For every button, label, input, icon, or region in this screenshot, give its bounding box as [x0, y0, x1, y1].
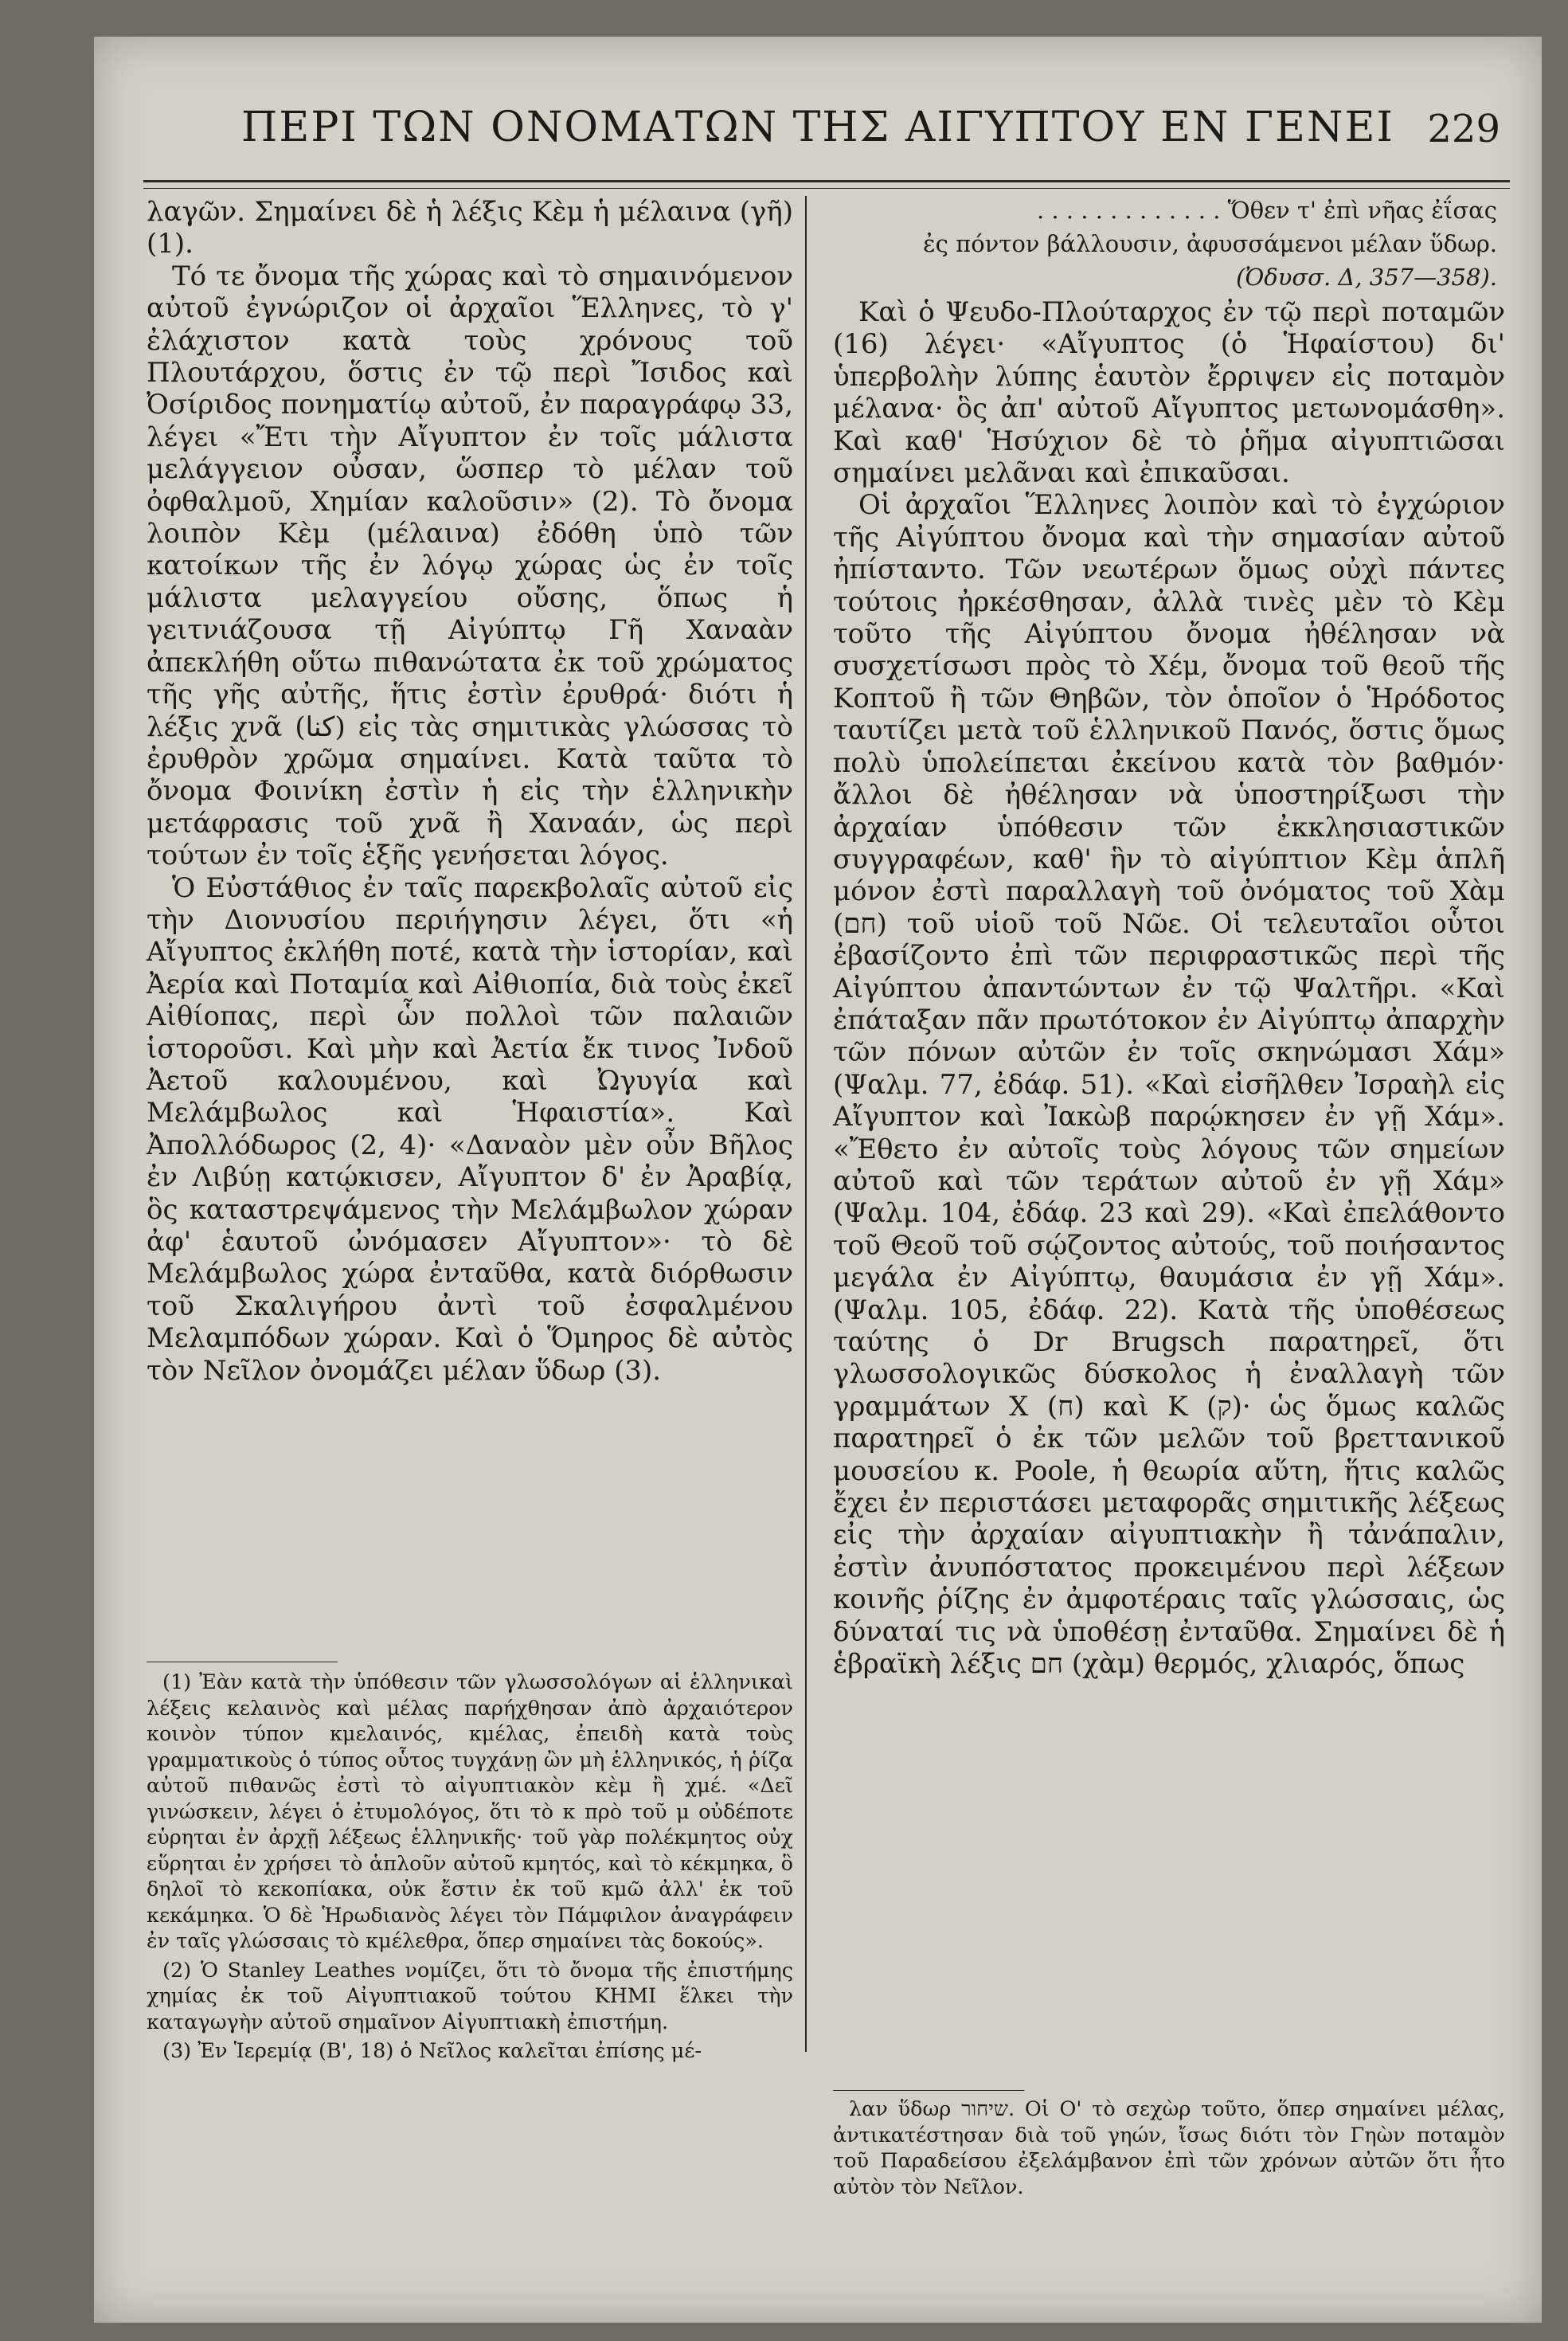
left-column [147, 196, 793, 1387]
right-footnotes [833, 2096, 1505, 2203]
body-paragraph: Ὁ Εὐστάθιος ἐν ταῖς παρεκβολαῖς αὐτοῦ εἰς τὴν Διονυσίου περιήγησιν λέγει, ὅτι «ἡ Αἴγυπτος ἐκλήθη ποτέ, κατὰ τὴν ἱστορίαν, καὶ Ἀερία καὶ Ποταμία καὶ Αἰθιοπία, διὰ τοὺς ἐκεῖ Αἰθίοπας, περὶ ὧν πολλοὶ τῶν παλαιῶν ἱστοροῦσι. Καὶ μὴν καὶ Ἀετία ἔκ τινος Ἰνδοῦ Ἀετοῦ καλουμένου, καὶ Ὠγυγία καὶ Μελάμβωλος καὶ Ἡφαιστία». Καὶ Ἀπολλόδωρος (2, 4)· «Δαναὸν μὲν οὖν Βῆλος ἐν Λιβύῃ κατῴκισεν, Αἴγυπτον δ' ἐν Ἀραβίᾳ, ὃς καταστρεψάμενος τὴν Μελάμβωλον χώραν ἀφ' ἑαυτοῦ ὠνόμασεν Αἴγυπτον»· τὸ δὲ Μελάμβωλος χώρα ἐνταῦθα, κατὰ διόρθωσιν τοῦ Σκαλιγήρου ἀντὶ τοῦ ἐσφαλμένου Μελαμπόδων χώραν. Καὶ ὁ Ὅμηρος δὲ αὐτὸς τὸν Νεῖλον ὀνομάζει μέλαν ὕδωρ (3). [147, 871, 793, 1387]
verse-reference: (Ὀδυσσ. Δ, 357—358). [1236, 264, 1497, 291]
header-rule-thin [143, 188, 1510, 189]
right-column [833, 196, 1505, 1680]
header-rule [143, 180, 1510, 182]
page-title: ΠΕΡΙ ΤΩΝ ΟΝΟΜΑΤΩΝ ΤΗΣ ΑΙΓΥΠΤΟΥ ΕΝ ΓΕΝΕΙ [241, 104, 1394, 151]
footnote: (1) Ἐὰν κατὰ τὴν ὑπόθεσιν τῶν γλωσσολόγων αἱ ἑλληνικαὶ λέξεις κελαινὸς καὶ μέλας παρήχθησαν ἀπὸ ἀρχαιότερον κοινὸν τύπον κμελαινός, κμέλας, ἐπειδὴ κατὰ τοὺς γραμματικοὺς ὁ τύπος οὗτος τυγχάνῃ ὢν μὴ ἑλληνικός, ἡ ῥίζα αὐτοῦ πιθανῶς ἐστὶ τὸ αἰγυπτιακὸν κὲμ ἢ χμέ. «Δεῖ γινώσκειν, λέγει ὁ ἐτυμολόγος, ὅτι τὸ κ πρὸ τοῦ μ οὐδέποτε εὑρηται ἐν ἀρχῇ λέξεως ἑλληνικῆς· τοῦ γὰρ πολέκμητος οὐχ εὕρηται ἐν χρήσει τὸ ἁπλοῦν αὐτοῦ κμητός, καὶ τὸ κέκμηκα, ὃ δηλοῖ τὸ κεκοπίακα, οὐκ ἔστιν ἐκ τοῦ κμῶ ἀλλ' ἐκ τοῦ κεκάμηκα. Ὁ δὲ Ἡρωδιανὸς λέγει τὸν Πάμφιλον ἀναγράφειν ἐν ταῖς γλώσσαις τὸ κμέλεθρα, ὅπερ σημαίνει τὰς δοκούς». [147, 1670, 793, 1953]
left-footnotes [147, 1670, 793, 2068]
page-number: 229 [1427, 107, 1500, 151]
verse-line: ἐς πόντον βάλλουσιν, ἀφυσσάμενοι μέλαν ὕδωρ. [923, 230, 1497, 257]
body-paragraph: λαγῶν. Σημαίνει δὲ ἡ λέξις Κὲμ ἡ μέλαινα (γῆ) (1). [147, 196, 793, 260]
running-head [94, 104, 1542, 183]
footnote: λαν ὕδωρ שיחור. Οἱ Ο' τὸ σεχὼρ τοῦτο, ὅπερ σημαίνει μέλας, ἀντικατέστησαν διὰ τοῦ γηών, ἴσως διότι τὸν Γηὼν ποταμὸν τοῦ Παραδείσου ἐξελάμβανον ἐπὶ τῶν χρόνων αὐτῶν ὅτι ἦτο αὐτὸν τὸν Νεῖλον. [833, 2097, 1505, 2199]
verse-line: . . . . . . . . . . . . . Ὅθεν τ' ἐπὶ νῆας ἐΐσας [1036, 197, 1497, 224]
footnote: (3) Ἐν Ἱερεμίᾳ (Β', 18) ὁ Νεῖλος καλεῖται ἐπίσης μέ- [162, 2039, 702, 2063]
body-paragraph: Τό τε ὄνομα τῆς χώρας καὶ τὸ σημαινόμενον αὐτοῦ ἐγνώριζον οἱ ἀρχαῖοι Ἕλληνες, τὸ γ' ἐλάχιστον κατὰ τοὺς χρόνους τοῦ Πλουτάρχου, ὅστις ἐν τῷ περὶ Ἴσιδος καὶ Ὀσίριδος πονηματίῳ αὐτοῦ, ἐν παραγράφῳ 33, λέγει «Ἔτι τὴν Αἴγυπτον ἐν τοῖς μάλιστα μελάγγειον οὖσαν, ὥσπερ τὸ μέλαν τοῦ ὀφθαλμοῦ, Χημίαν καλοῦσιν» (2). Τὸ ὄνομα λοιπὸν Κὲμ (μέλαινα) ἐδόθη ὑπὸ τῶν κατοίκων τῆς ἐν λόγῳ χώρας ὡς ἐν τοῖς μάλιστα μελαγγείου οὔσης, ὅπως ἡ γειτνιάζουσα τῇ Αἰγύπτῳ Γῆ Χαναὰν ἀπεκλήθη οὕτω πιθανώτατα ἐκ τοῦ χρώματος τῆς γῆς αὐτῆς, ἥτις ἐστὶν ἐρυθρά· διότι ἡ λέξις χνᾶ (كنا) εἰς τὰς σημιτικὰς γλώσσας τὸ ἐρυθρὸν χρῶμα σημαίνει. Κατὰ ταῦτα τὸ ὄνομα Φοινίκη ἐστὶν ἡ εἰς τὴν ἑλληνικὴν μετάφρασις τοῦ χνᾶ ἢ Χαναάν, ὡς περὶ τούτων ἐν τοῖς ἑξῆς γενήσεται λόγος. [147, 260, 794, 872]
column-divider [805, 196, 807, 2052]
body-paragraph: Καὶ ὁ Ψευδο-Πλούταρχος ἐν τῷ περὶ ποταμῶν (16) λέγει· «Αἴγυπτος (ὁ Ἡφαίστου) δι' ὑπερβολὴν λύπης ἑαυτὸν ἔρριψεν εἰς ποταμὸν μέλανα· ὃς ἀπ' αὐτοῦ Αἴγυπτος μετωνομάσθη». Καὶ καθ' Ἡσύχιον δὲ τὸ ῥῆμα αἰγυπτιῶσαι σημαίνει μελᾶναι καὶ ἐπικαῦσαι. [833, 296, 1505, 490]
book-page [94, 37, 1542, 2323]
footnote: (2) Ὁ Stanley Leathes νομίζει, ὅτι τὸ ὄνομα τῆς ἐπιστήμης χημίας ἐκ τοῦ Αἰγυπτιακοῦ τούτου ΚΗΜΙ ἕλκει τὴν καταγωγὴν αὐτοῦ σημαῖνον Αἰγυπτιακὴ ἐπιστήμη. [147, 1958, 793, 2034]
body-paragraph: Οἱ ἀρχαῖοι Ἕλληνες λοιπὸν καὶ τὸ ἐγχώριον τῆς Αἰγύπτου ὄνομα καὶ τὴν σημασίαν αὐτοῦ ἠπίσταντο. Τῶν νεωτέρων ὅμως οὐχὶ πάντες τούτοις ἠρκέσθησαν, ἀλλὰ τινὲς μὲν τὸ Κὲμ τοῦτο τῆς Αἰγύπτου ὄνομα ἠθέλησαν νὰ συσχετίσωσι πρὸς τὸ Χέμ, ὄνομα τοῦ θεοῦ τῆς Κοπτοῦ ἢ τῶν Θηβῶν, τὸν ὁποῖον ὁ Ἡρόδοτος ταυτίζει μετὰ τοῦ ἑλληνικοῦ Πανός, ὅστις ὅμως πολὺ ὑπολείπεται ἐκείνου κατὰ τὸν βαθμόν· ἄλλοι δὲ ἠθέλησαν νὰ ὑποστηρίξωσι τὴν ἀρχαίαν ὑπόθεσιν τῶν ἐκκλησιαστικῶν συγγραφέων, καθ' ἣν τὸ αἰγύπτιον Κὲμ ἁπλῆ μόνον ἐστὶ παραλλαγὴ τοῦ ὀνόματος τοῦ Χὰμ (חם) τοῦ υἱοῦ τοῦ Νῶε. Οἱ τελευταῖοι οὗτοι ἐβασίζοντο ἐπὶ τῶν περιφραστικῶς περὶ τῆς Αἰγύπτου ἀπαντώντων ἐν τῷ Ψαλτῆρι. «Καὶ ἐπάταξαν πᾶν πρωτότοκον ἐν Αἰγύπτῳ ἀπαρχὴν τῶν πόνων αὐτῶν ἐν τοῖς σκηνώμασι Χάμ» (Ψαλμ. 77, ἐδάφ. 51). «Καὶ εἰσῆλθεν Ἰσραὴλ εἰς Αἴγυπτον καὶ Ἰακὼβ παρῴκησεν ἐν γῇ Χάμ». «Ἔθετο ἐν αὐτοῖς τοὺς λόγους τῶν σημείων αὐτοῦ καὶ τῶν τεράτων αὐτοῦ ἐν γῇ Χάμ» (Ψαλμ. 104, ἐδάφ. 23 καὶ 29). «Καὶ ἐπελάθοντο τοῦ Θεοῦ τοῦ σῴζοντος αὐτούς, τοῦ ποιήσαντος μεγάλα ἐν Αἰγύπτῳ, θαυμάσια ἐν γῇ Χάμ». (Ψαλμ. 105, ἐδάφ. 22). Κατὰ τῆς ὑποθέσεως ταύτης ὁ Dr Brugsch παρατηρεῖ, ὅτι γλωσσολογικῶς δύσκολος ἡ ἐναλλαγὴ τῶν γραμμάτων Χ (ח) καὶ Κ (ק)· ὡς ὅμως καλῶς παρατηρεῖ ὁ ἐκ τῶν μελῶν τοῦ βρεττανικοῦ μουσείου κ. Poole, ἡ θεωρία αὕτη, ἥτις καλῶς ἔχει ἐν περιστάσει μεταφορᾶς σημιτικῆς λέξεως εἰς τὴν ἀρχαίαν αἰγυπτιακὴν ἢ τἀνάπαλιν, ἐστὶν ἀνυπόστατος προκειμένου περὶ λέξεων κοινῆς ῥίζης ἐν ἀμφοτέραις ταῖς γλώσσαις, ὡς δύναταί τις νὰ ὑποθέσῃ ἐνταῦθα. Σημαίνει δὲ ἡ ἑβραϊκὴ λέξις חם (χὰμ) θερμός, χλιαρός, ὅπως [833, 489, 1505, 1681]
footnote-rule [833, 2090, 1024, 2091]
